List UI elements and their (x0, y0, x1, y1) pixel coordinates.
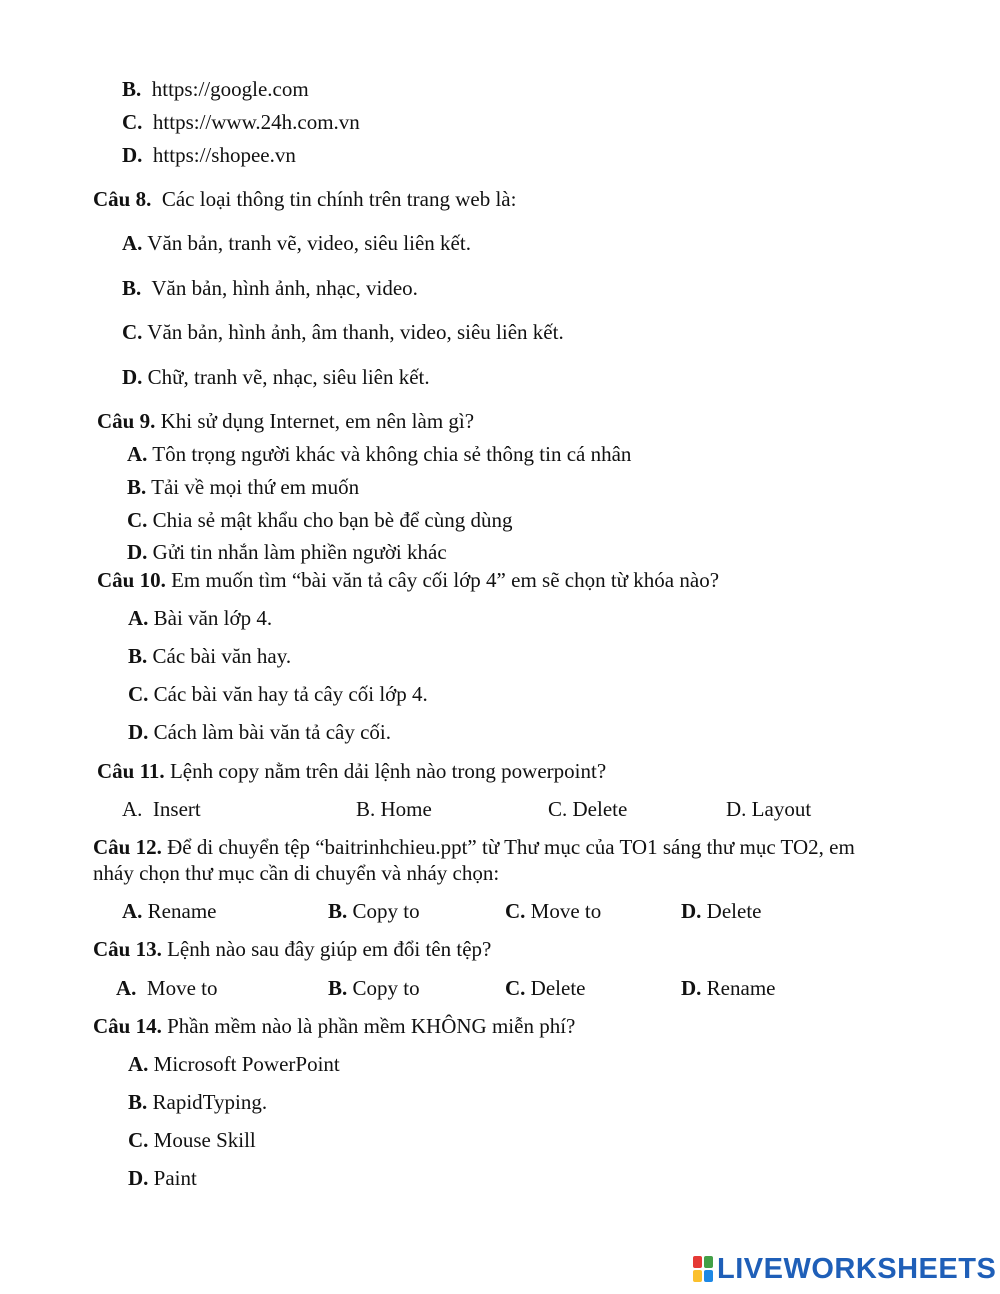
question-label: Câu 8. (93, 187, 152, 211)
question-text: Các loại thông tin chính trên trang web là: (161, 187, 517, 211)
q12-option-a (122, 901, 216, 922)
option-label: A. (116, 976, 137, 1000)
option-label: C. (122, 320, 143, 344)
option-label: A. (128, 1052, 149, 1076)
q11-option-c (548, 799, 627, 820)
option-text: https://shopee.vn (152, 143, 296, 167)
option-text: Paint (153, 1166, 197, 1190)
option-text: Mouse Skill (153, 1128, 256, 1152)
option-label: B. (128, 1090, 148, 1114)
option-label: A. (128, 606, 149, 630)
question-text: Lệnh nào sau đây giúp em đổi tên tệp? (167, 937, 492, 961)
q11-option-a (122, 799, 201, 820)
option-label: A. (122, 231, 143, 255)
option-label: C. (548, 797, 568, 821)
question-label: Câu 13. (93, 937, 162, 961)
question-text: Lệnh copy nằm trên dải lệnh nào trong powerpoint? (169, 759, 607, 783)
option-text: Move to (530, 899, 602, 923)
q7-option-b (122, 79, 309, 100)
option-label: C. (128, 682, 149, 706)
question-label: Câu 9. (97, 409, 156, 433)
q9-option-b (127, 477, 359, 498)
option-label: D. (128, 1166, 149, 1190)
option-label: C. (127, 508, 148, 532)
question-9 (97, 411, 474, 432)
option-text: Delete (572, 797, 628, 821)
q10-option-c (128, 684, 428, 705)
option-label: D. (128, 720, 149, 744)
q8-option-c (122, 322, 564, 343)
option-text: Văn bản, tranh vẽ, video, siêu liên kết. (147, 231, 471, 255)
question-text: Để di chuyển tệp “baitrinhchieu.ppt” từ Thư mục của TO1 sáng thư mục TO2, em (167, 835, 855, 859)
option-text: Chữ, tranh vẽ, nhạc, siêu liên kết. (147, 365, 430, 389)
option-text: Rename (706, 976, 776, 1000)
q8-option-b (122, 278, 418, 299)
option-text: Tải về mọi thứ em muốn (151, 475, 360, 499)
q9-option-d (127, 542, 447, 563)
option-text: Copy to (352, 976, 420, 1000)
option-text: Copy to (352, 899, 420, 923)
option-text: https://www.24h.com.vn (152, 110, 360, 134)
option-label: A. (122, 899, 143, 923)
option-text: Các bài văn hay. (152, 644, 292, 668)
q10-option-b (128, 646, 291, 667)
question-label: Câu 14. (93, 1014, 162, 1038)
option-label: D. (122, 365, 143, 389)
q11-option-d (726, 799, 811, 820)
liveworksheets-logo (693, 1254, 996, 1284)
question-text: Khi sử dụng Internet, em nên làm gì? (160, 409, 475, 433)
q13-option-b (328, 978, 420, 999)
q9-option-c (127, 510, 513, 531)
q12-option-d (681, 901, 761, 922)
q14-option-a (128, 1054, 340, 1075)
option-text: Delete (706, 899, 762, 923)
option-text: Gửi tin nhắn làm phiền người khác (152, 540, 447, 564)
option-label: C. (122, 110, 143, 134)
question-8 (93, 189, 516, 210)
question-12-continued (93, 863, 499, 884)
q13-option-a (116, 978, 218, 999)
question-14 (93, 1016, 575, 1037)
q9-option-a (127, 444, 631, 465)
option-text: Move to (146, 976, 218, 1000)
option-label: D. (681, 976, 702, 1000)
option-text: Tôn trọng người khác và không chia sẻ thông tin cá nhân (152, 442, 632, 466)
question-text: Em muốn tìm “bài văn tả cây cối lớp 4” em sẽ chọn từ khóa nào? (171, 568, 720, 592)
option-text: Insert (152, 797, 201, 821)
q13-option-d (681, 978, 775, 999)
option-text: Bài văn lớp 4. (153, 606, 273, 630)
option-label: C. (505, 899, 526, 923)
option-label: B. (128, 644, 148, 668)
option-label: B. (127, 475, 147, 499)
q12-option-b (328, 901, 420, 922)
option-text: Rename (147, 899, 217, 923)
option-label: B. (122, 276, 142, 300)
option-text: Home (380, 797, 432, 821)
logo-text: LIVEWORKSHEETS (717, 1252, 997, 1285)
q8-option-d (122, 367, 430, 388)
option-text: Microsoft PowerPoint (153, 1052, 340, 1076)
option-text: https://google.com (151, 77, 309, 101)
option-text: RapidTyping. (152, 1090, 268, 1114)
option-label: B. (356, 797, 376, 821)
option-label: C. (128, 1128, 149, 1152)
question-11 (97, 761, 606, 782)
option-label: B. (328, 976, 348, 1000)
q12-option-c (505, 901, 601, 922)
question-text: Phần mềm nào là phần mềm KHÔNG miễn phí? (167, 1014, 576, 1038)
option-text: Layout (751, 797, 812, 821)
q7-option-d (122, 145, 296, 166)
option-text: Văn bản, hình ảnh, âm thanh, video, siêu liên kết. (147, 320, 564, 344)
liveworksheets-logo-icon (693, 1256, 713, 1282)
option-label: A. (122, 797, 143, 821)
option-text: Chia sẻ mật khẩu cho bạn bè để cùng dùng (152, 508, 513, 532)
question-12 (93, 837, 855, 858)
option-label: D. (681, 899, 702, 923)
option-label: B. (122, 77, 142, 101)
q13-option-c (505, 978, 585, 999)
option-text: Cách làm bài văn tả cây cối. (153, 720, 391, 744)
option-text: Văn bản, hình ảnh, nhạc, video. (151, 276, 418, 300)
q10-option-d (128, 722, 391, 743)
option-label: D. (122, 143, 143, 167)
option-text: Delete (530, 976, 586, 1000)
q14-option-d (128, 1168, 197, 1189)
option-label: D. (726, 797, 747, 821)
question-label: Câu 11. (97, 759, 165, 783)
option-text: Các bài văn hay tả cây cối lớp 4. (153, 682, 428, 706)
option-label: B. (328, 899, 348, 923)
q8-option-a (122, 233, 471, 254)
q14-option-b (128, 1092, 267, 1113)
question-text: nháy chọn thư mục cần di chuyển và nháy chọn: (93, 861, 500, 885)
q14-option-c (128, 1130, 256, 1151)
q10-option-a (128, 608, 272, 629)
question-label: Câu 12. (93, 835, 162, 859)
option-label: D. (127, 540, 148, 564)
question-label: Câu 10. (97, 568, 166, 592)
q7-option-c (122, 112, 360, 133)
option-label: C. (505, 976, 526, 1000)
q11-option-b (356, 799, 432, 820)
option-label: A. (127, 442, 148, 466)
question-13 (93, 939, 491, 960)
question-10 (97, 570, 719, 591)
